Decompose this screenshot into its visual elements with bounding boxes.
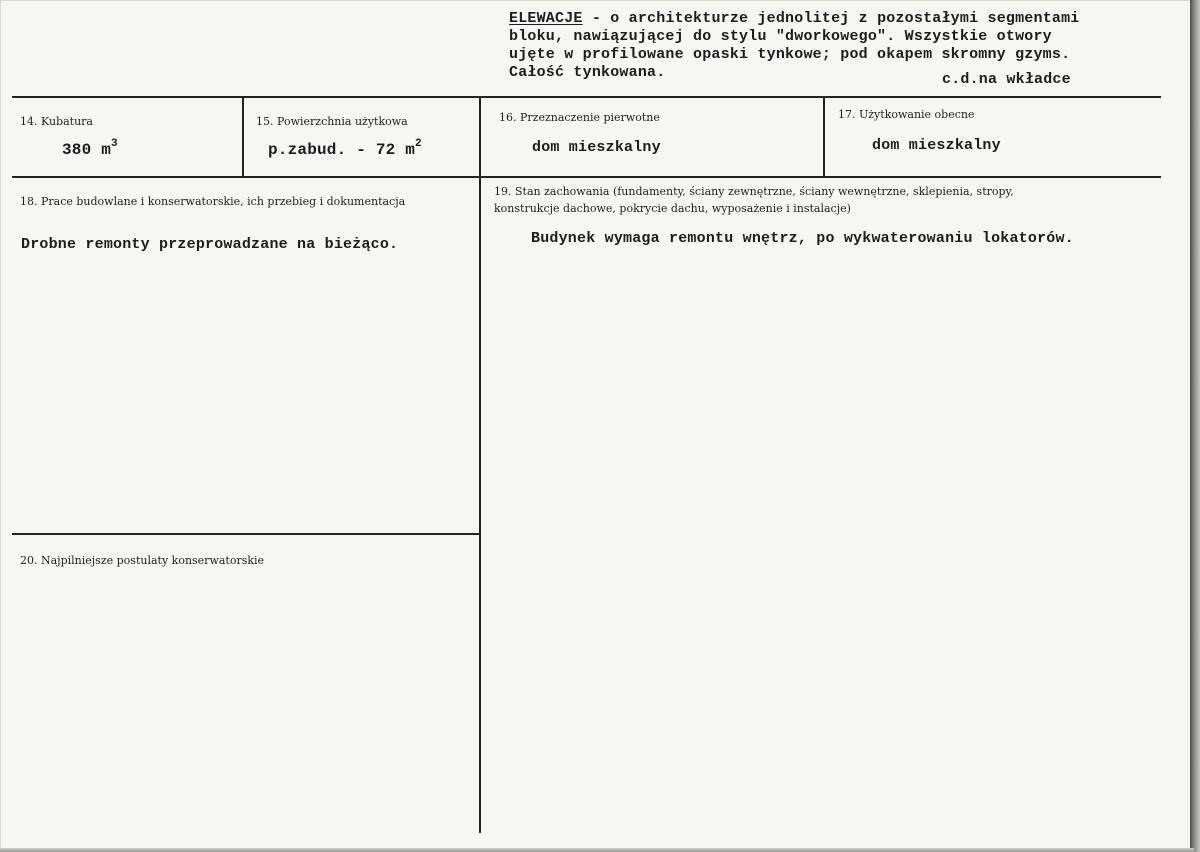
field-15-unit-exponent: 2: [415, 138, 422, 150]
field-17-value: dom mieszkalny: [872, 137, 1001, 154]
field-15-label: 15. Powierzchnia użytkowa: [256, 115, 408, 128]
field-20-label: 20. Najpilniejsze postulaty konserwatorskie: [20, 554, 265, 567]
elevation-text-line-4: Całość tynkowana.: [509, 64, 666, 81]
field-18-value: Drobne remonty przeprowadzane na bieżąco.: [21, 236, 399, 253]
elevation-text-line-3: ujęte w profilowane opaski tynkowe; pod okapem skromny gzyms.: [509, 46, 1071, 63]
elevation-text-line-1: [509, 10, 1080, 27]
rule-middle: [12, 176, 1161, 178]
field-14-label: 14. Kubatura: [20, 115, 93, 128]
field-14-unit-exponent: 3: [111, 138, 118, 150]
field-15-value: [268, 138, 422, 159]
rule-col-14-15: [242, 96, 244, 178]
card-edge-bottom: [0, 848, 1194, 852]
card-edge-right: [1190, 0, 1200, 852]
field-15-number: p.zabud. - 72 m: [268, 141, 416, 159]
field-14-number: 380 m: [62, 141, 112, 159]
field-19-label-line-1: 19. Stan zachowania (fundamenty, ściany zewnętrzne, ściany wewnętrzne, sklepienia, stropy,: [494, 185, 1014, 198]
rule-lower-left: [12, 533, 479, 535]
rule-col-16-17: [823, 96, 825, 178]
field-16-value: dom mieszkalny: [532, 139, 661, 156]
rule-top: [12, 96, 1161, 98]
field-19-label-line-2: konstrukcje dachowe, pokrycie dachu, wyposażenie i instalacje): [494, 202, 851, 215]
elevation-heading: ELEWACJE: [509, 10, 583, 27]
field-19-value: Budynek wymaga remontu wnętrz, po wykwaterowaniu lokatorów.: [531, 230, 1074, 247]
field-18-label: 18. Prace budowlane i konserwatorskie, ich przebieg i dokumentacja: [20, 195, 406, 208]
field-14-value: [62, 138, 118, 159]
elevation-text-line-2: bloku, nawiązującej do stylu "dworkowego". Wszystkie otwory: [509, 28, 1052, 45]
field-16-label: 16. Przeznaczenie pierwotne: [499, 111, 660, 124]
rule-col-15-16: [479, 96, 481, 833]
continued-note: c.d.na wkładce: [942, 71, 1071, 88]
field-17-label: 17. Użytkowanie obecne: [838, 108, 975, 121]
elevation-line-1-rest: - o architekturze jednolitej z pozostałymi segmentami: [582, 10, 1080, 27]
